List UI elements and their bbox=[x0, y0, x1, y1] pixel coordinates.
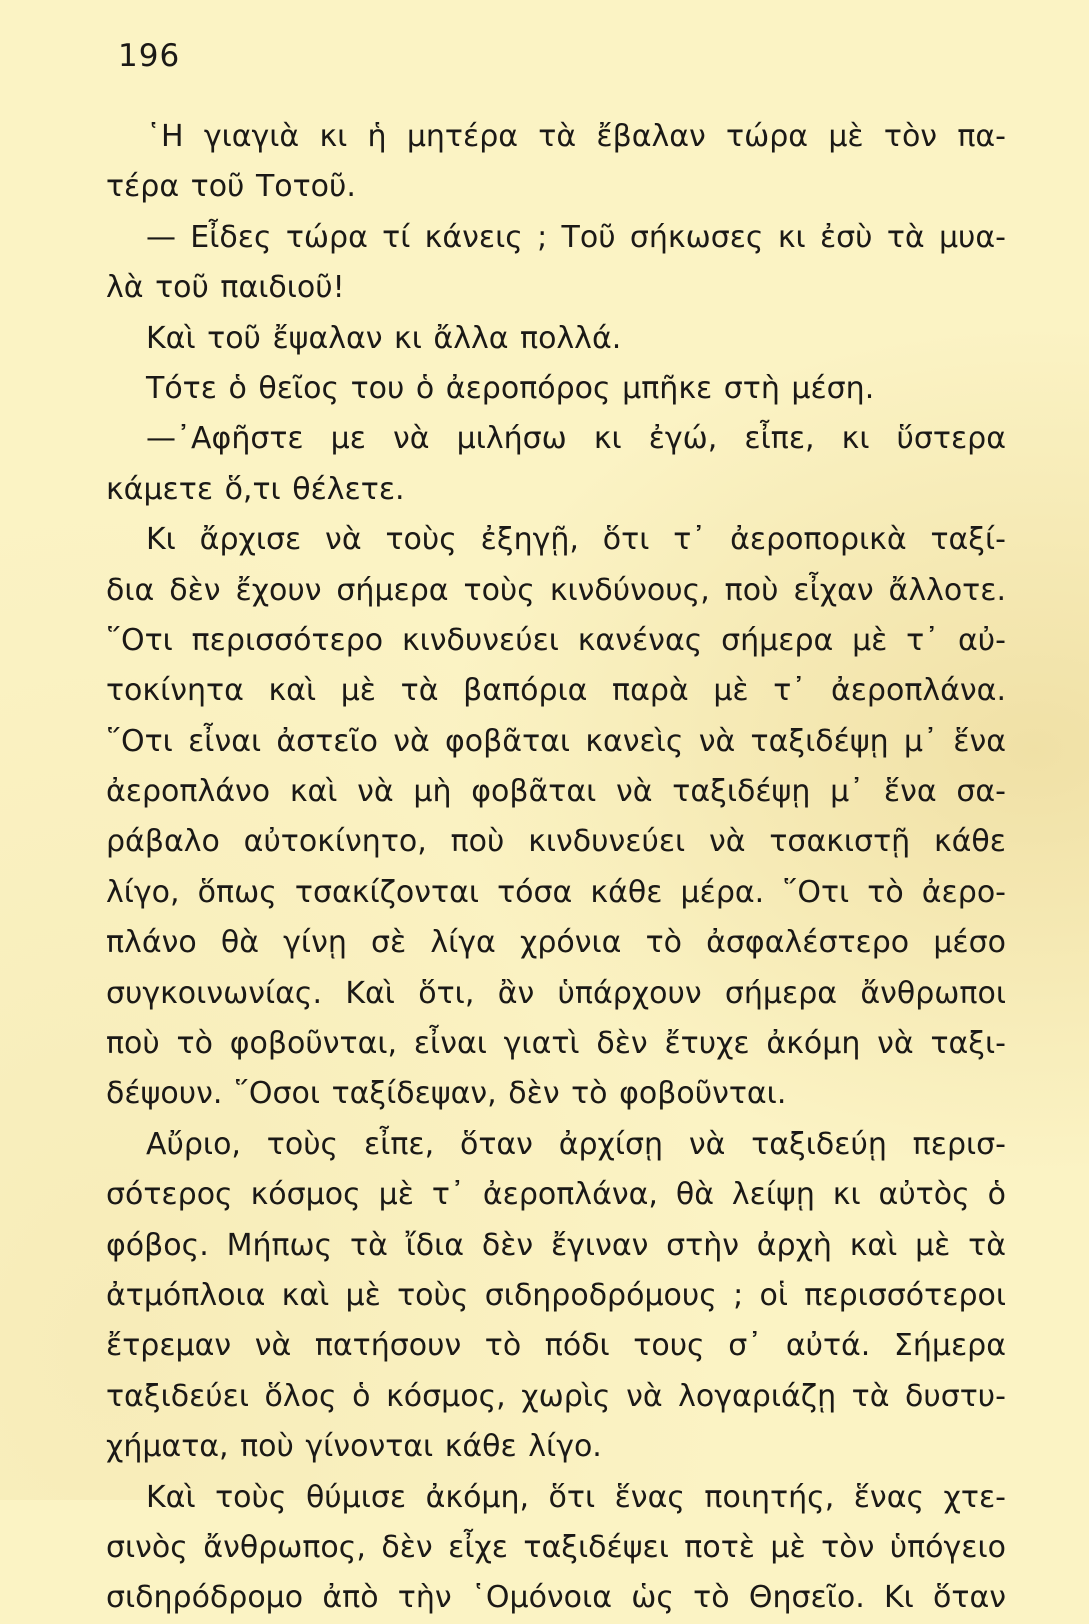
text-line: κάμετε ὅ,τι θέλετε. bbox=[106, 471, 405, 507]
body-text bbox=[106, 112, 1006, 1624]
text-line: Κι ἄρχισε νὰ τοὺς ἐξηγῇ, ὅτι τ᾿ ἀεροπορικὰ ταξί- bbox=[146, 522, 1006, 558]
text-line: —᾿Αφῆστε με νὰ μιλήσω κι ἐγώ, εἶπε, κι ὕστερα bbox=[146, 421, 1006, 457]
text-line: δέψουν. ῞Οσοι ταξίδεψαν, δὲν τὸ φοβοῦνται. bbox=[106, 1076, 787, 1112]
text-line: ταξιδεύει ὅλος ὁ κόσμος, χωρὶς νὰ λογαριάζῃ τὰ δυστυ- bbox=[106, 1378, 1006, 1414]
text-line: ῞Οτι εἶναι ἀστεῖο νὰ φοβᾶται κανεὶς νὰ ταξιδέψῃ μ᾿ ἕνα bbox=[106, 723, 1006, 759]
text-line: πλάνο θὰ γίνῃ σὲ λίγα χρόνια τὸ ἀσφαλέστερο μέσο bbox=[106, 925, 1006, 961]
text-line: τοκίνητα καὶ μὲ τὰ βαπόρια παρὰ μὲ τ᾿ ἀεροπλάνα. bbox=[106, 673, 1006, 709]
text-line: ράβαλο αὐτοκίνητο, ποὺ κινδυνεύει νὰ τσακιστῇ κάθε bbox=[106, 824, 1006, 860]
text-line: Τότε ὁ θεῖος του ὁ ἀεροπόρος μπῆκε στὴ μέση. bbox=[146, 370, 875, 406]
text-line: σότερος κόσμος μὲ τ᾿ ἀεροπλάνα, θὰ λείψῃ κι αὐτὸς ὁ bbox=[106, 1177, 1006, 1213]
text-line: ποὺ τὸ φοβοῦνται, εἶναι γιατὶ δὲν ἔτυχε ἀκόμη νὰ ταξι- bbox=[106, 1026, 1006, 1062]
text-line: — Εἶδες τώρα τί κάνεις ; Τοῦ σήκωσες κι ἐσὺ τὰ μυα- bbox=[146, 219, 1006, 255]
text-line: ἔτρεμαν νὰ πατήσουν τὸ πόδι τους σ᾿ αὐτά. Σήμερα bbox=[106, 1328, 1006, 1364]
text-line: σινὸς ἄνθρωπος, δὲν εἶχε ταξιδέψει ποτὲ μὲ τὸν ὑπόγειο bbox=[106, 1529, 1006, 1565]
text-line: ἀτμόπλοια καὶ μὲ τοὺς σιδηροδρόμους ; οἱ περισσότεροι bbox=[106, 1277, 1006, 1313]
text-line: σιδηρόδρομο ἀπὸ τὴν ῾Ομόνοια ὡς τὸ Θησεῖο. Κι ὅταν bbox=[106, 1580, 1006, 1616]
text-line: ῾Η γιαγιὰ κι ἡ μητέρα τὰ ἔβαλαν τώρα μὲ τὸν πα- bbox=[146, 119, 1006, 154]
text-line: συγκοινωνίας. Καὶ ὅτι, ἂν ὑπάρχουν σήμερα ἄνθρωποι bbox=[106, 975, 1006, 1011]
text-line: Καὶ τοῦ ἔψαλαν κι ἄλλα πολλά. bbox=[146, 320, 622, 356]
text-line: λίγο, ὅπως τσακίζονται τόσα κάθε μέρα. ῞Οτι τὸ ἀερο- bbox=[106, 874, 1006, 910]
text-line: δια δὲν ἔχουν σήμερα τοὺς κινδύνους, ποὺ εἶχαν ἄλλοτε. bbox=[106, 572, 1006, 608]
text-line: ἀεροπλάνο καὶ νὰ μὴ φοβᾶται νὰ ταξιδέψῃ μ᾿ ἕνα σα- bbox=[106, 774, 1006, 810]
text-line: φόβος. Μήπως τὰ ἴδια δὲν ἔγιναν στὴν ἀρχὴ καὶ μὲ τὰ bbox=[106, 1227, 1006, 1263]
text-line: Καὶ τοὺς θύμισε ἀκόμη, ὅτι ἕνας ποιητής, ἕνας χτε- bbox=[146, 1479, 1006, 1515]
text-line: Αὔριο, τοὺς εἶπε, ὅταν ἀρχίσῃ νὰ ταξιδεύῃ περισ- bbox=[146, 1126, 1006, 1162]
text-line: τέρα τοῦ Τοτοῦ. bbox=[106, 169, 356, 205]
text-line: ῞Οτι περισσότερο κινδυνεύει κανένας σήμερα μὲ τ᾿ αὐ- bbox=[106, 622, 1006, 658]
text-line: χήματα, ποὺ γίνονται κάθε λίγο. bbox=[106, 1429, 602, 1465]
page-number: 196 bbox=[118, 38, 181, 74]
text-line: λὰ τοῦ παιδιοῦ! bbox=[106, 270, 345, 306]
